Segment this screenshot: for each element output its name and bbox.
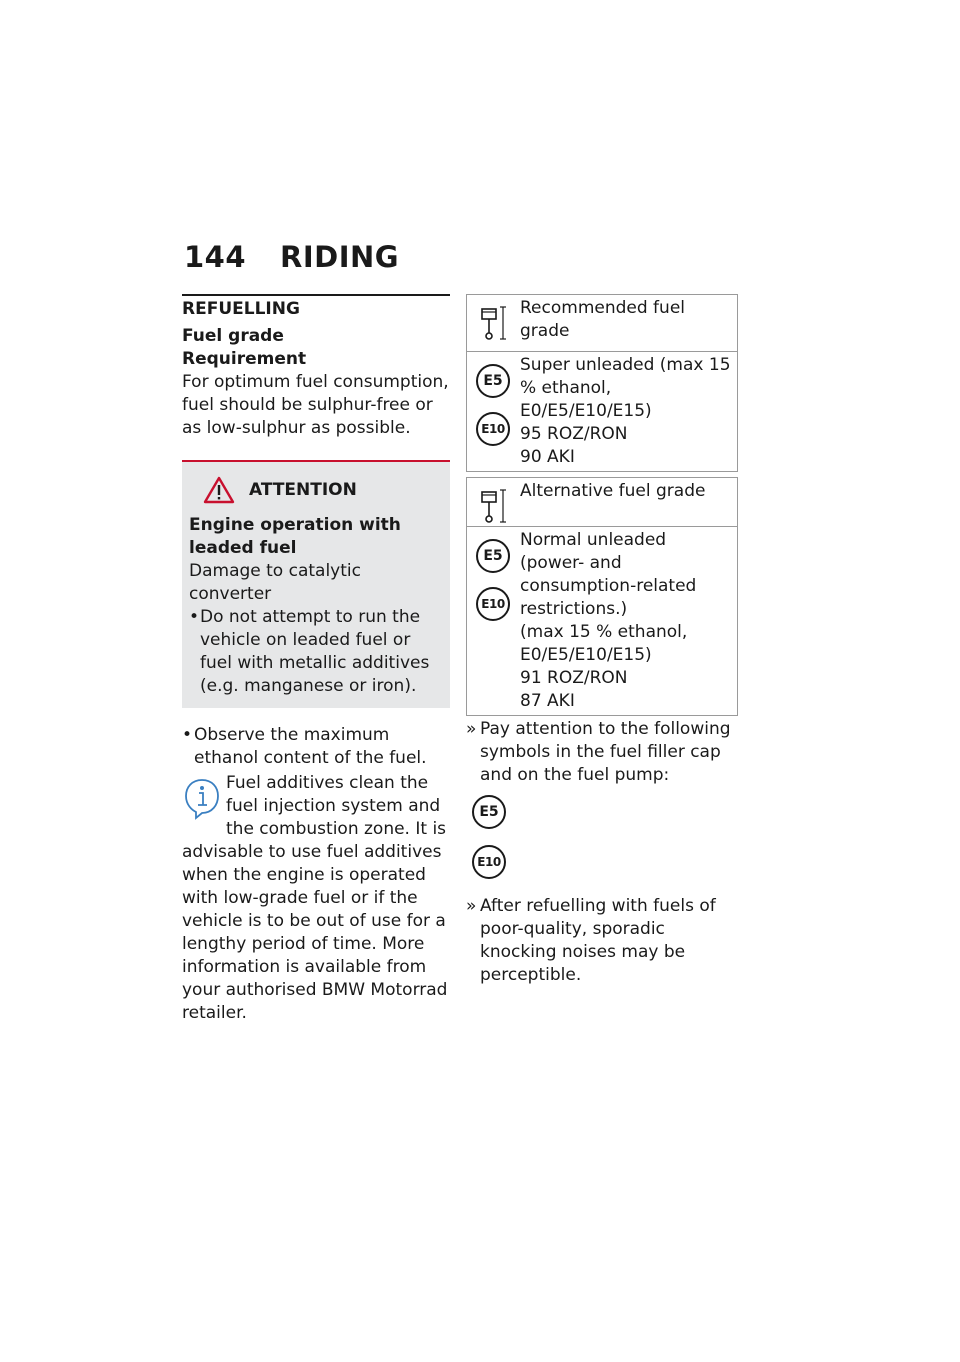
section-title: REFUELLING xyxy=(182,299,300,319)
alternative-line4: 87 AKI xyxy=(520,691,575,711)
alternative-line3: 91 ROZ/RON xyxy=(520,668,628,688)
ethanol-bullet-text: Observe the maximum ethanol content of the fuel. xyxy=(194,725,427,768)
section-rule xyxy=(182,294,450,296)
recommended-line1: Super unleaded (max 15 % ethanol, E0/E5/E10/E15) xyxy=(520,355,731,421)
recommended-line2: 95 ROZ/RON xyxy=(520,424,628,444)
attention-bullet xyxy=(189,606,444,698)
e10-badge-icon: E10 xyxy=(472,845,506,879)
page-number: 144 xyxy=(184,240,247,274)
e10-badge-icon: E10 xyxy=(476,587,510,621)
fuel-row-label xyxy=(467,478,737,526)
e5-badge-icon: E5 xyxy=(472,795,506,829)
recommended-line3: 90 AKI xyxy=(520,447,575,467)
fuel-row-values xyxy=(467,526,737,715)
left-column xyxy=(182,294,450,1025)
attention-text: Damage to catalytic converter xyxy=(189,561,361,604)
info-icon xyxy=(182,776,222,820)
alternative-label: Alternative fuel grade xyxy=(520,481,706,501)
attention-box xyxy=(182,460,450,708)
piston-icon xyxy=(478,486,508,526)
fuel-table-recommended xyxy=(466,294,738,472)
alternative-line1: Normal unleaded (power- and consumption-related restrictions.) xyxy=(520,530,697,619)
e5-badge-icon: E5 xyxy=(476,539,510,573)
attention-header xyxy=(203,476,444,504)
info-text: Fuel additives clean the fuel injection system and the combustion zone. It is advisable to use fuel additives when the engine is operated with low-grade fuel or if the vehicle is to be out of use for a lengthy period of time. More information is available from your authorised BMW Motorrad retailer. xyxy=(182,773,448,1023)
warning-triangle-icon xyxy=(203,476,235,504)
chapter-title: RIDING xyxy=(280,240,400,274)
step-2-text: After refuelling with fuels of poor-quality, sporadic knocking noises may be perceptible. xyxy=(480,896,716,985)
fuel-row-label xyxy=(467,295,737,351)
step-marker: » xyxy=(466,719,477,739)
info-note xyxy=(182,772,450,1025)
requirement-title: Requirement xyxy=(182,349,307,369)
piston-icon xyxy=(478,303,508,343)
bullet-dot: • xyxy=(189,607,200,627)
step-1-text: Pay attention to the following symbols in the fuel filler cap and on the fuel pump: xyxy=(480,719,731,785)
attention-title: ATTENTION xyxy=(249,479,357,500)
step-2 xyxy=(466,895,738,987)
e5-badge-icon: E5 xyxy=(476,364,510,398)
fuel-symbols xyxy=(472,795,738,879)
fuel-table-alternative xyxy=(466,477,738,716)
step-1 xyxy=(466,718,738,787)
recommended-label: Recommended fuel grade xyxy=(520,298,685,341)
ethanol-bullet xyxy=(182,724,450,770)
attention-bullet-text: Do not attempt to run the vehicle on leaded fuel or fuel with metallic additives (e.g. manganese or iron). xyxy=(200,607,430,696)
page-header xyxy=(184,240,399,274)
requirement-text: For optimum fuel consumption, fuel should be sulphur-free or as low-sulphur as possible. xyxy=(182,372,449,438)
alternative-line2: (max 15 % ethanol, E0/E5/E10/E15) xyxy=(520,622,688,665)
e10-badge-icon: E10 xyxy=(476,412,510,446)
fuel-row-values xyxy=(467,351,737,471)
bullet-dot: • xyxy=(182,725,193,745)
right-column xyxy=(466,294,738,987)
attention-heading: Engine operation with leaded fuel xyxy=(189,515,401,558)
step-marker: » xyxy=(466,896,477,916)
subtitle: Fuel grade xyxy=(182,326,284,346)
